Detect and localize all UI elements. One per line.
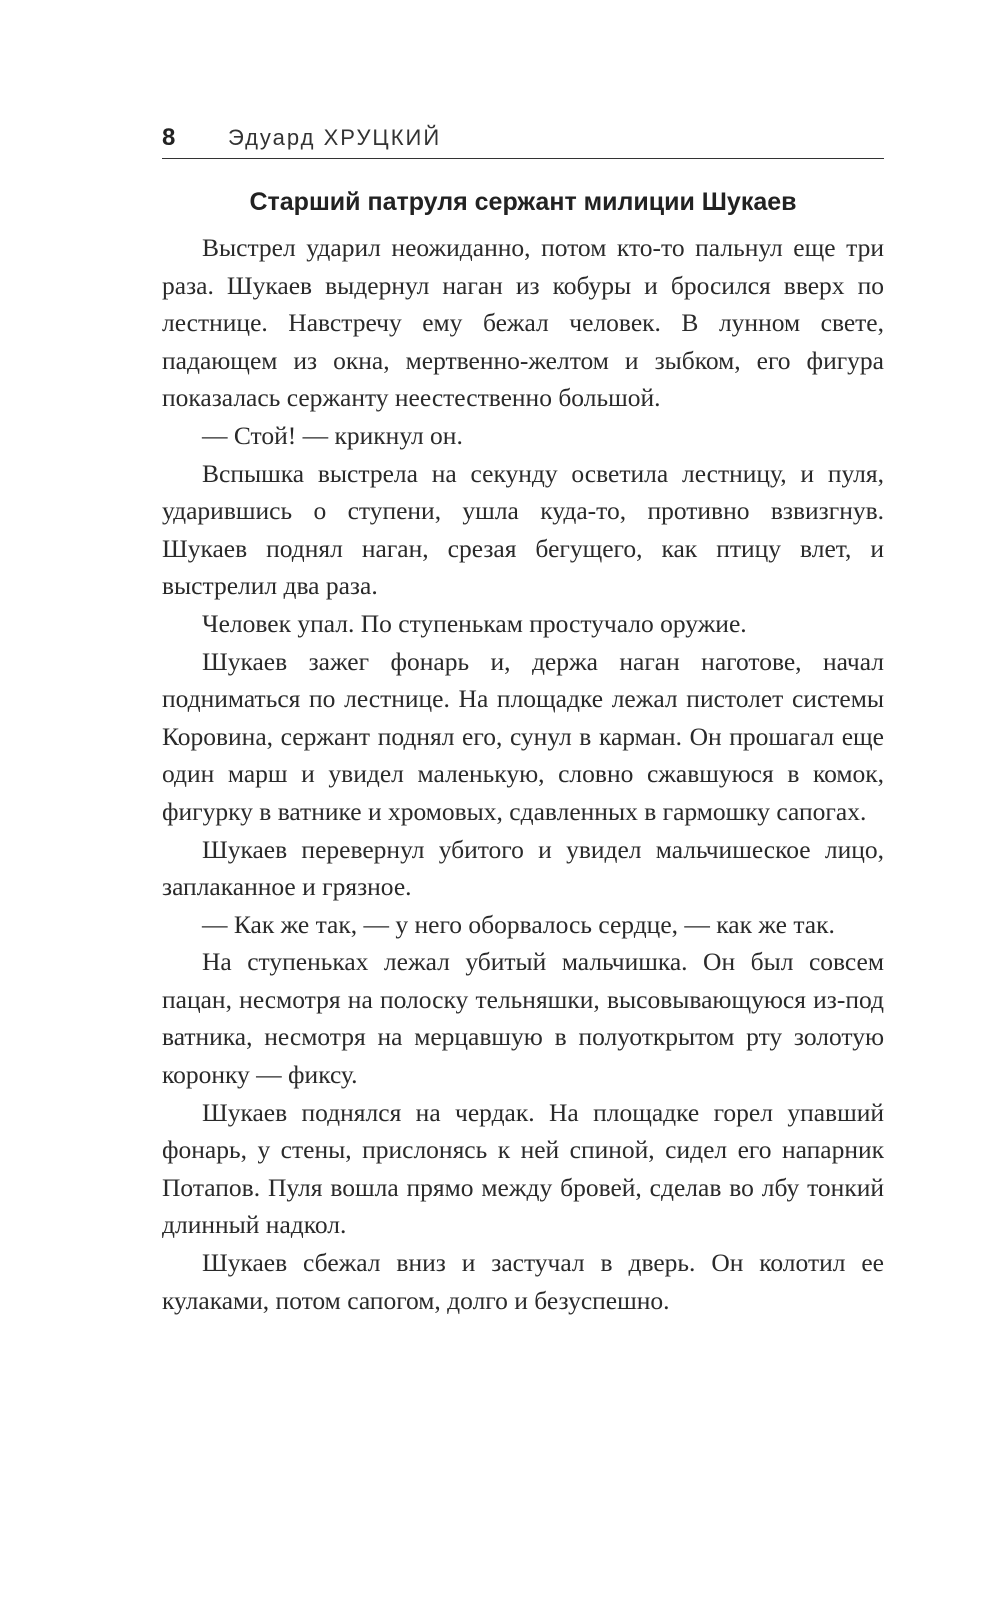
running-head: [162, 118, 884, 159]
paragraph: Шукаев перевернул убитого и увидел мальчишеское лицо, заплаканное и грязное.: [162, 834, 884, 902]
paragraph: Человек упал. По ступенькам простучало оружие.: [202, 608, 747, 638]
author-name: Эдуард ХРУЦКИЙ: [228, 125, 442, 150]
page-number: 8: [162, 124, 176, 151]
paragraph: Шукаев поднялся на чердак. На площадке горел упавший фонарь, у стены, прислонясь к ней спиной, сидел его напарник Потапов. Пуля вошла прямо между бровей, сделав во лбу тонкий длинный надкол.: [162, 1097, 884, 1240]
paragraph: — Как же так, — у него оборвалось сердце, — как же так.: [202, 909, 835, 939]
chapter-title: Старший патруля сержант милиции Шукаев: [249, 188, 797, 216]
paragraph: — Стой! — крикнул он.: [202, 420, 463, 450]
paragraph: Вспышка выстрела на секунду осветила лестницу, и пуля, ударившись о ступени, ушла куда-то, противно взвизгнув. Шукаев поднял наган, срезая бегущего, как птицу влет, и выстрелил два раза.: [162, 458, 884, 601]
body-text: [162, 229, 884, 1319]
paragraph: Шукаев зажег фонарь и, держа наган наготове, начал подниматься по лестнице. На площадке лежал пистолет системы Коровина, сержант поднял его, сунул в карман. Он прошагал еще один марш и увидел маленькую, словно сжавшуюся в комок, фигурку в ватнике и хромовых, сдавленных в гармошку сапогах.: [162, 646, 884, 826]
book-page: [162, 118, 884, 1319]
paragraph: Выстрел ударил неожиданно, потом кто-то пальнул еще три раза. Шукаев выдернул наган из кобуры и бросился вверх по лестнице. Навстречу ему бежал человек. В лунном свете, падающем из окна, мертвенно-желтом и зыбком, его фигура показалась сержанту неестественно большой.: [162, 233, 884, 413]
paragraph: На ступеньках лежал убитый мальчишка. Он был совсем пацан, несмотря на полоску тельняшки, высовывающуюся из-под ватника, несмотря на мерцавшую в полуоткрытом рту золотую коронку — фиксу.: [162, 947, 884, 1090]
paragraph: Шукаев сбежал вниз и застучал в дверь. Он колотил ее кулаками, потом сапогом, долго и безуспешно.: [162, 1248, 884, 1315]
